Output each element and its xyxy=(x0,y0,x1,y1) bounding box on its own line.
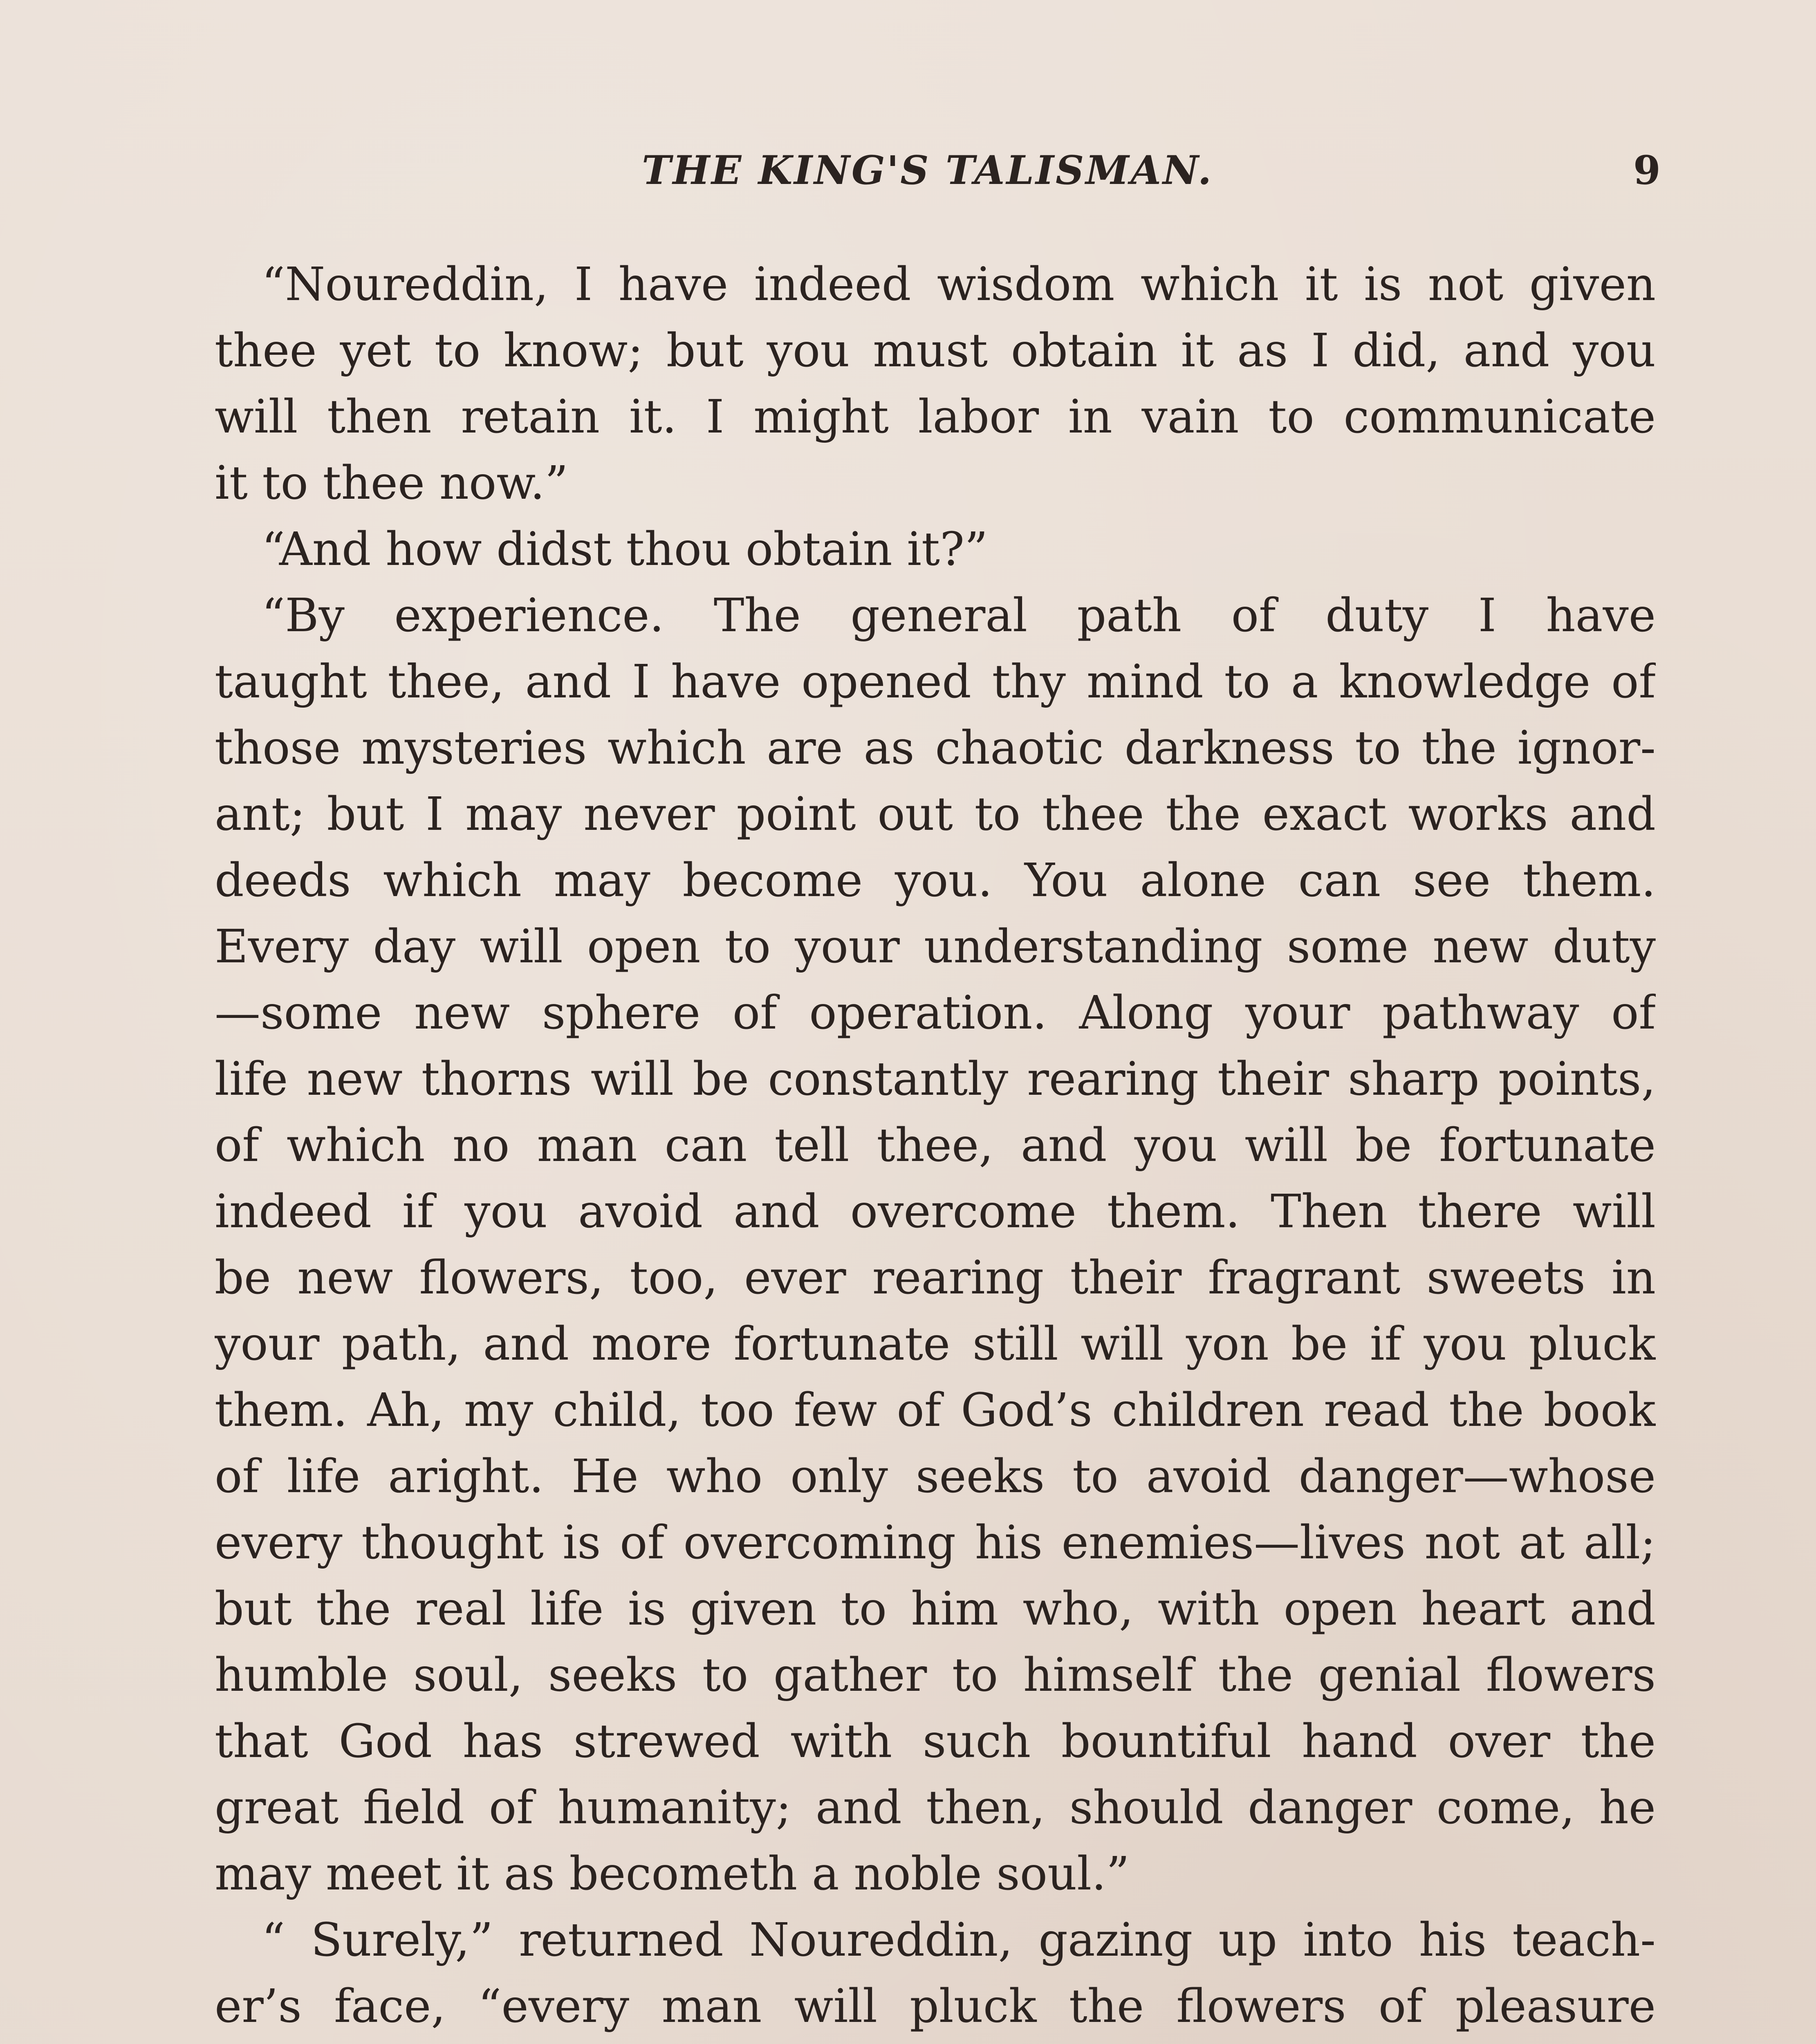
text-line: taught thee, and I have opened thy mind to a knowledge of xyxy=(215,655,1656,708)
text-line xyxy=(215,2040,1656,2044)
page-number: 9 xyxy=(1633,147,1661,193)
running-head xyxy=(0,147,1816,213)
text-line: —some new sphere of operation. Along your pathway of xyxy=(215,986,1656,1040)
text-line: will then retain it. I might labor in vain to communicate xyxy=(215,390,1656,444)
text-line: er’s face, “every man will pluck the flowers of pleasure xyxy=(215,1980,1656,2033)
text-line: that God has strewed with such bountiful hand over the xyxy=(215,1715,1656,1768)
text-line: those mysteries which are as chaotic darkness to the ignor- xyxy=(215,722,1656,775)
text-line: Every day will open to your understanding some new duty xyxy=(215,920,1656,973)
text-line: “ Surely,” returned Noureddin, gazing up into his teach- xyxy=(262,1914,1656,1967)
text-line: humble soul, seeks to gather to himself the genial flowers xyxy=(215,1649,1656,1702)
text-line: be new flowers, too, ever rearing their fragrant sweets in xyxy=(215,1251,1656,1304)
text-line: ant; but I may never point out to thee the exact works and xyxy=(215,788,1656,841)
text-line: life new thorns will be constantly rearing their sharp points, xyxy=(215,1053,1656,1106)
text-line: of which no man can tell thee, and you will be fortunate xyxy=(215,1119,1656,1172)
text-line: deeds which may become you. You alone can see them. xyxy=(215,854,1656,907)
body-text xyxy=(215,251,1656,2044)
text-line: indeed if you avoid and overcome them. Then there will xyxy=(215,1185,1656,1238)
text-line: “And how didst thou obtain it?” xyxy=(262,523,988,576)
text-line: but the real life is given to him who, with open heart and xyxy=(215,1582,1656,1636)
text-line: thee yet to know; but you must obtain it as I did, and you xyxy=(215,324,1656,377)
text-line: of life aright. He who only seeks to avoid danger—whose xyxy=(215,1450,1656,1503)
text-line: it to thee now.” xyxy=(215,457,568,510)
text-line: “Noureddin, I have indeed wisdom which it is not given xyxy=(262,258,1656,311)
text-line: great field of humanity; and then, should danger come, he xyxy=(215,1781,1656,1834)
text-line: every thought is of overcoming his enemies—lives not at all; xyxy=(215,1516,1656,1569)
running-title: THE KING'S TALISMAN. xyxy=(642,147,1213,193)
text-line: them. Ah, my child, too few of God’s children read the book xyxy=(215,1384,1656,1437)
text-line: “By experience. The general path of duty I have xyxy=(262,589,1656,642)
text-line: your path, and more fortunate still will yon be if you pluck xyxy=(215,1318,1656,1371)
text-line: may meet it as becometh a noble soul.” xyxy=(215,1847,1130,1901)
